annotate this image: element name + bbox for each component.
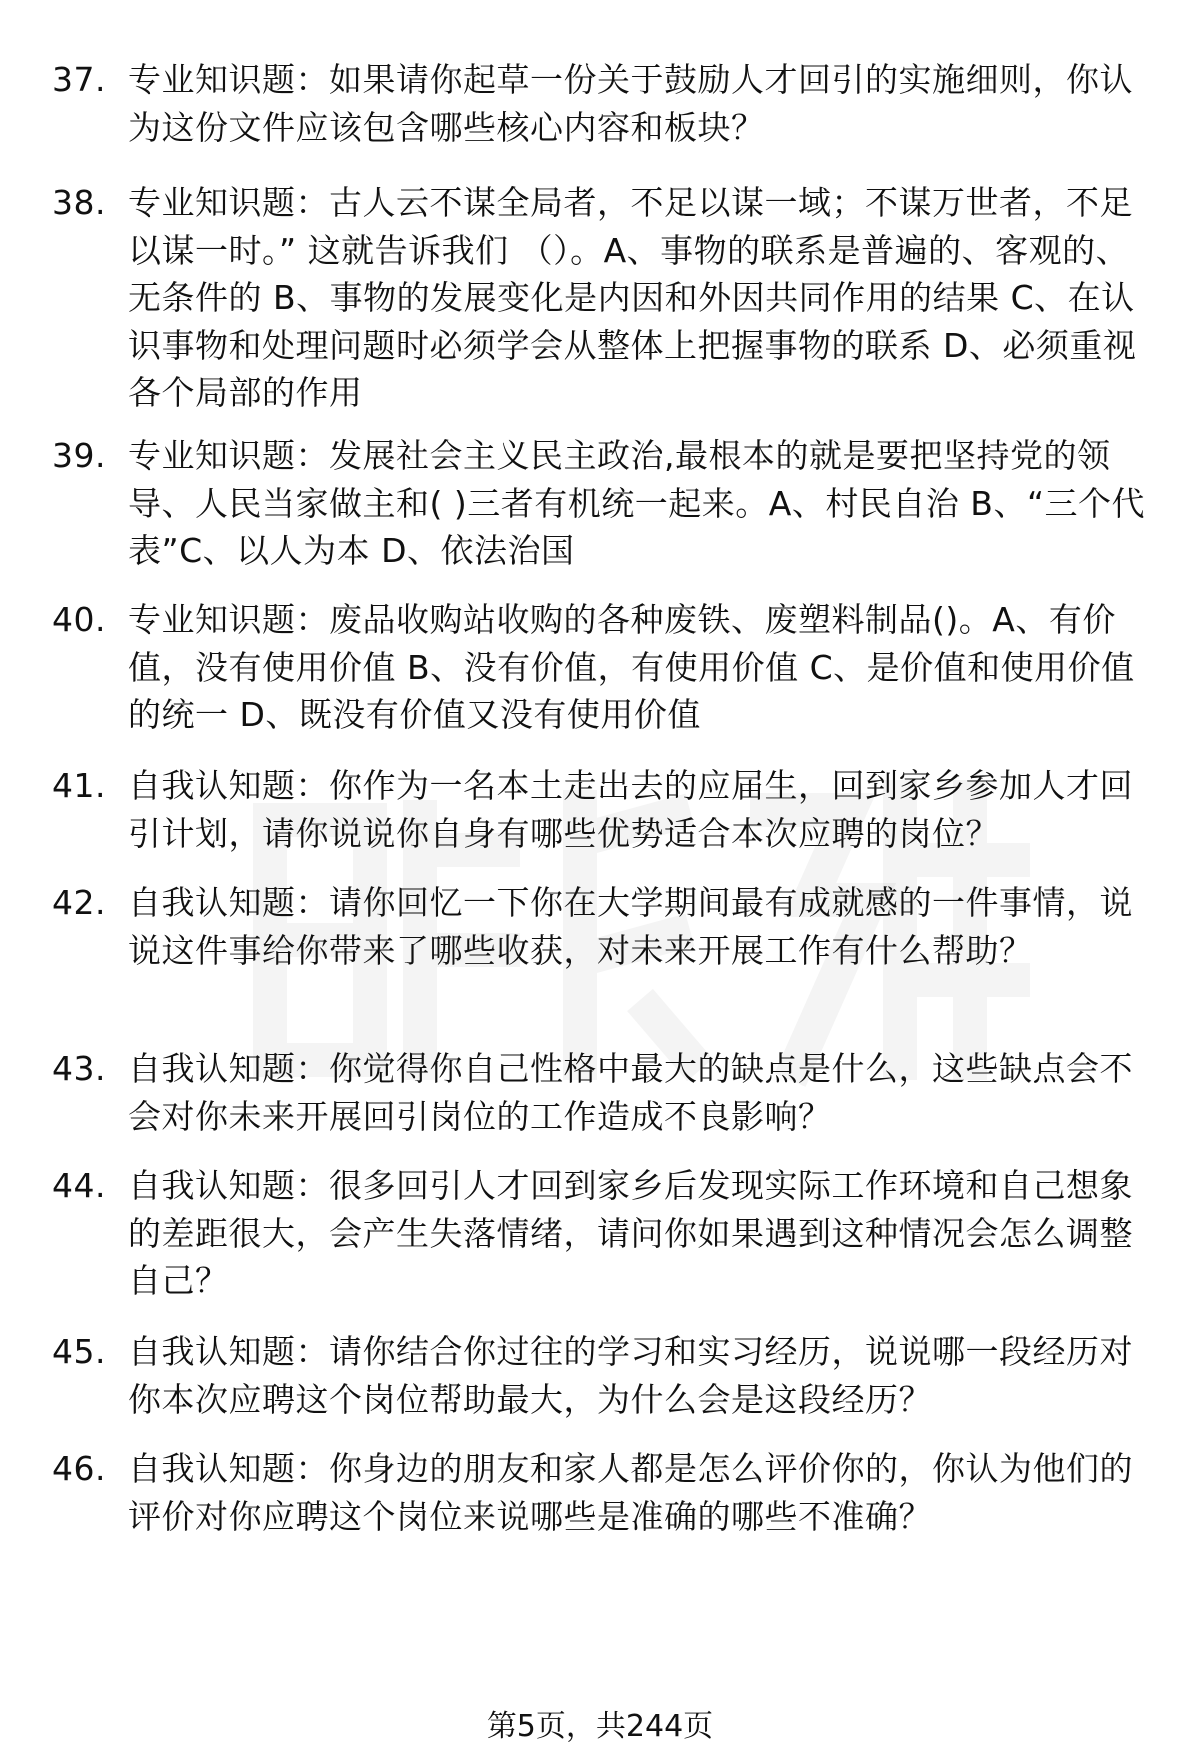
question-number: 38. bbox=[52, 183, 106, 222]
question-item bbox=[0, 762, 1200, 879]
question-text: 自我认知题：请你结合你过往的学习和实习经历，说说哪一段经历对你本次应聘这个岗位帮助最大，为什么会是这段经历？ bbox=[128, 1332, 1133, 1419]
question-text: 专业知识题：废品收购站收购的各种废铁、废塑料制品()。A、有价值，没有使用价值 B、没有价值，有使用价值 C、是价值和使用价值的统一 D、既没有价值又没有使用价值 bbox=[128, 600, 1135, 734]
question-item bbox=[0, 879, 1200, 1045]
question-number: 43. bbox=[52, 1049, 106, 1088]
question-number: 44. bbox=[52, 1166, 106, 1205]
question-number: 37. bbox=[52, 60, 106, 99]
question-item bbox=[0, 179, 1200, 432]
question-item bbox=[0, 56, 1200, 179]
question-item bbox=[0, 596, 1200, 762]
question-text: 自我认知题：很多回引人才回到家乡后发现实际工作环境和自己想象的差距很大，会产生失落情绪，请问你如果遇到这种情况会怎么调整自己？ bbox=[128, 1166, 1133, 1300]
question-item bbox=[0, 1045, 1200, 1162]
page-footer: 第5页，共244页 bbox=[486, 1709, 714, 1744]
question-number: 40. bbox=[52, 600, 106, 639]
question-number: 41. bbox=[52, 766, 106, 805]
question-list bbox=[0, 56, 1200, 1545]
question-text: 自我认知题：你作为一名本土走出去的应届生，回到家乡参加人才回引计划，请你说说你自身有哪些优势适合本次应聘的岗位？ bbox=[128, 766, 1133, 853]
question-item bbox=[0, 432, 1200, 596]
question-text: 专业知识题：发展社会主义民主政治,最根本的就是要把坚持党的领导、人民当家做主和( )三者有机统一起来。A、村民自治 B、“三个代表”C、以人为本 D、依法治国 bbox=[128, 436, 1146, 570]
question-text: 专业知识题：如果请你起草一份关于鼓励人才回引的实施细则，你认为这份文件应该包含哪些核心内容和板块？ bbox=[128, 60, 1133, 147]
question-item bbox=[0, 1445, 1200, 1545]
question-number: 46. bbox=[52, 1449, 106, 1488]
question-text: 自我认知题：你身边的朋友和家人都是怎么评价你的，你认为他们的评价对你应聘这个岗位来说哪些是准确的哪些不准确？ bbox=[128, 1449, 1133, 1536]
question-text: 自我认知题：请你回忆一下你在大学期间最有成就感的一件事情，说说这件事给你带来了哪些收获，对未来开展工作有什么帮助？ bbox=[128, 883, 1133, 970]
question-number: 45. bbox=[52, 1332, 106, 1371]
question-number: 42. bbox=[52, 883, 106, 922]
question-text: 专业知识题：古人云不谋全局者，不足以谋一域；不谋万世者，不足以谋一时。” 这就告诉我们 （）。A、事物的联系是普遍的、客观的、无条件的 B、事物的发展变化是内因和外因共同作用的结果 C、在认识事物和处理问题时必须学会从整体上把握事物的联系 D、必须重视各个局部的作用 bbox=[128, 183, 1137, 412]
question-number: 39. bbox=[52, 436, 106, 475]
question-item bbox=[0, 1328, 1200, 1445]
question-item bbox=[0, 1162, 1200, 1328]
question-text: 自我认知题：你觉得你自己性格中最大的缺点是什么，这些缺点会不会对你未来开展回引岗位的工作造成不良影响？ bbox=[128, 1049, 1133, 1136]
